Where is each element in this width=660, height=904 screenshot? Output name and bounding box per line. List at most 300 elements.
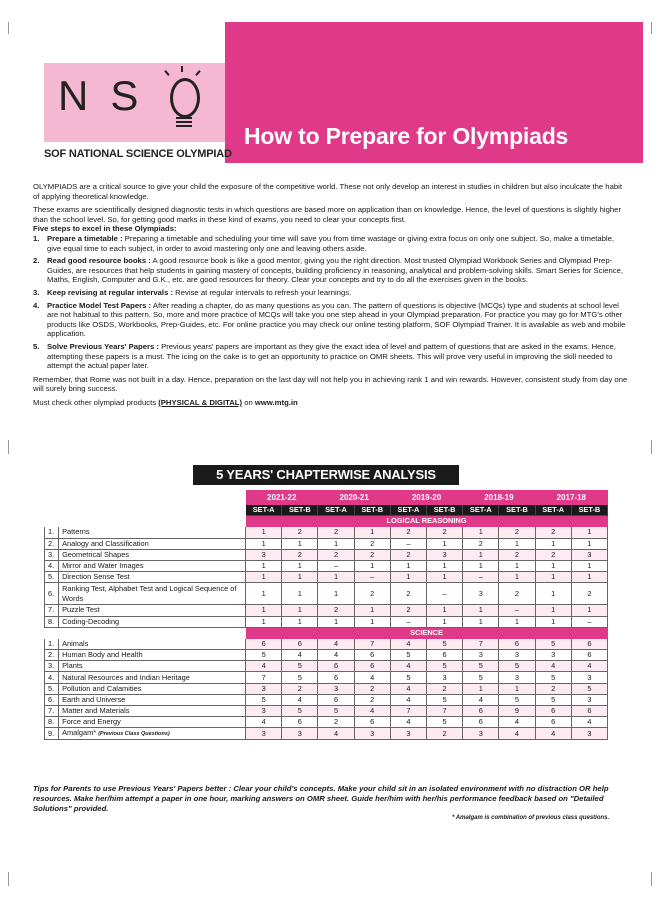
value-cell: 1 [282,583,318,605]
value-cell: 9 [499,706,535,717]
section-blank [45,627,59,638]
year-header: 2020-21 [318,491,390,505]
value-cell: 1 [499,572,535,583]
step-title: Practice Model Test Papers : [47,300,152,310]
value-cell: 7 [246,672,282,683]
value-cell: 2 [354,683,390,694]
parent-tips [33,784,629,813]
step-number: 2. [33,256,40,266]
value-cell: 1 [318,572,354,583]
year-header: 2021-22 [246,491,318,505]
steps-list [33,234,629,371]
table-row [45,728,608,740]
year-header: 2019-20 [390,491,462,505]
value-cell: 2 [390,549,426,560]
value-cell: 1 [246,538,282,549]
value-cell: 4 [246,717,282,728]
row-number: 6. [45,694,59,705]
set-header: SET-A [246,505,282,516]
topic-cell [59,572,246,583]
value-cell: 3 [571,728,607,740]
table-row [45,694,608,705]
set-header: SET-A [318,505,354,516]
value-cell: 5 [246,694,282,705]
value-cell: 3 [571,672,607,683]
row-number: 8. [45,616,59,627]
value-cell: 3 [571,694,607,705]
set-header: SET-B [282,505,318,516]
year-header-row [45,491,608,505]
value-cell: 3 [463,583,499,605]
value-cell: 2 [354,538,390,549]
year-header: 2017-18 [535,491,607,505]
products-line [33,398,629,408]
topic-cell [59,650,246,661]
value-cell: 1 [427,572,463,583]
value-cell: 1 [499,683,535,694]
value-cell: 2 [463,538,499,549]
value-cell: 1 [318,616,354,627]
value-cell: 5 [390,672,426,683]
table-row [45,560,608,571]
section-title: SCIENCE [246,627,608,638]
value-cell: 6 [318,694,354,705]
row-number: 4. [45,560,59,571]
topic-cell [59,538,246,549]
bulb-base-icon [176,117,192,129]
value-cell: 2 [282,549,318,560]
value-cell: 1 [354,560,390,571]
step-title: Prepare a timetable : [47,233,123,243]
value-cell: 5 [246,650,282,661]
value-cell: 1 [282,560,318,571]
row-number: 5. [45,572,59,583]
value-cell: 2 [282,683,318,694]
value-cell: 5 [427,717,463,728]
value-cell: 5 [535,694,571,705]
row-number: 3. [45,549,59,560]
value-cell: 1 [246,527,282,538]
value-cell: 5 [427,661,463,672]
step-text [47,301,629,339]
step-body: After reading a chapter, do as many questions as you can. The pattern of questions is objective (MCQs) type and students at school level are not habitual to this pattern. So, more and more practice of MCQs will take you one step ahead in your Olympiad preparation. For practice you may go for MTG's other products like OSDS, Workbooks, Prep-Guides, etc. For online practice you may check our online testing platform, SOF Olympiad Trainer. It is available as web and mobile application. [47,300,626,339]
value-cell: 1 [571,572,607,583]
topic-name: Pollution and Calamities [62,683,142,693]
step-item [33,234,629,253]
value-cell: 2 [499,527,535,538]
step-text [47,256,629,285]
value-cell: 3 [463,650,499,661]
value-cell: 1 [463,560,499,571]
page-title: How to Prepare for Olympiads [244,123,569,149]
value-cell: 6 [427,650,463,661]
row-number: 2. [45,650,59,661]
value-cell: 2 [390,605,426,616]
value-cell: 6 [463,717,499,728]
value-cell: 6 [571,650,607,661]
value-cell: 6 [354,650,390,661]
topic-name: Ranking Test, Alphabet Test and Logical Sequence of Words [62,583,237,603]
products-lead: Must check other olympiad products [33,397,159,407]
bulb-icon [170,78,200,118]
value-cell: – [427,583,463,605]
value-cell: 2 [427,527,463,538]
value-cell: 4 [390,683,426,694]
value-cell: 2 [318,549,354,560]
value-cell: 3 [390,728,426,740]
step-text [47,342,629,371]
row-number: 2. [45,538,59,549]
value-cell: 2 [354,694,390,705]
value-cell: 3 [318,683,354,694]
value-cell: 4 [499,728,535,740]
table-row [45,616,608,627]
value-cell: 3 [427,672,463,683]
crop-mark [8,22,9,34]
value-cell: 1 [427,616,463,627]
step-body: Previous years' papers are important as they give the exact idea of level and pattern of questions that are asked in the exams. Hence, attempting these papers is a must. The icing on the cake is to get an opportunity to practice on OMR sheets. This will prove very useful in improving the skill needed to attempt the actual paper later. [47,341,616,371]
year-header: 2018-19 [463,491,535,505]
value-cell: 2 [354,549,390,560]
value-cell: 1 [499,538,535,549]
value-cell: 2 [535,549,571,560]
steps-heading: Five steps to excel in these Olympiads: [33,224,177,234]
value-cell: 6 [571,706,607,717]
value-cell: 1 [571,538,607,549]
value-cell: 2 [499,549,535,560]
value-cell: 3 [499,650,535,661]
topic-name: Matter and Materials [62,706,130,716]
value-cell: 1 [427,560,463,571]
value-cell: 6 [535,717,571,728]
set-header-blank [45,505,246,516]
value-cell: 4 [282,650,318,661]
tips-lead: Tips for Parents to use Previous Years' Papers better : [33,784,232,793]
table-row [45,549,608,560]
section-blank [59,516,246,527]
value-cell: 2 [427,728,463,740]
row-number: 6. [45,583,59,605]
value-cell: 7 [427,706,463,717]
topic-name: Patterns [62,527,90,537]
topic-cell [59,605,246,616]
value-cell: 2 [499,583,535,605]
products-url-link[interactable]: www.mtg.in [254,397,298,407]
crop-mark [651,872,652,886]
topic-name: Earth and Universe [62,694,126,704]
value-cell: 2 [318,605,354,616]
value-cell: 4 [318,728,354,740]
topic-name: Human Body and Health [62,650,143,660]
analysis-table-wrap [44,490,608,740]
value-cell: 1 [463,616,499,627]
logo-subtitle: SOF NATIONAL SCIENCE OLYMPIAD [44,148,232,160]
value-cell: 3 [246,728,282,740]
value-cell: 1 [318,583,354,605]
set-header: SET-A [463,505,499,516]
value-cell: 5 [390,650,426,661]
row-number: 5. [45,683,59,694]
row-number: 4. [45,672,59,683]
topic-name: Geometrical Shapes [62,549,130,559]
table-row [45,638,608,649]
logo-letter-n: N [58,72,89,119]
row-number: 1. [45,638,59,649]
value-cell: 6 [463,706,499,717]
topic-name: Plants [62,661,83,671]
value-cell: 4 [390,694,426,705]
value-cell: 1 [499,616,535,627]
value-cell: 1 [282,572,318,583]
value-cell: 1 [246,560,282,571]
value-cell: 3 [463,728,499,740]
table-row [45,583,608,605]
value-cell: 4 [246,661,282,672]
value-cell: 1 [571,560,607,571]
step-item [33,342,629,371]
products-mid: on [242,397,255,407]
step-body: A good resource book is like a good mentor, giving you the right direction. Most trusted Olympiad Workbook Series and Olympiad Prep-Guides, are resources that help students in gaining mastery of concepts, building proficiency in reasoning, analytical and problem-solving skills. Smart Series for Science, Maths, English, Computer and G.K., etc. are good resources for theory. Clear your concepts and try to do all the exercises given in the books. [47,256,623,285]
analysis-banner: 5 YEARS' CHAPTERWISE ANALYSIS [193,465,459,485]
value-cell: 2 [427,683,463,694]
table-row [45,717,608,728]
table-row [45,650,608,661]
table-row [45,661,608,672]
value-cell: 4 [535,661,571,672]
topic-name: Amalgam* [62,728,97,738]
value-cell: 6 [282,717,318,728]
row-number: 8. [45,717,59,728]
value-cell: 1 [246,572,282,583]
value-cell: – [318,560,354,571]
value-cell: 5 [427,694,463,705]
value-cell: 5 [282,672,318,683]
row-number: 7. [45,706,59,717]
step-number: 4. [33,300,40,310]
value-cell: 2 [571,583,607,605]
value-cell: 1 [427,538,463,549]
section-title: LOGICAL REASONING [246,516,608,527]
value-cell: 2 [390,583,426,605]
table-row [45,538,608,549]
intro-paragraph: OLYMPIADS are a critical source to give your child the exposure of the competitive world. These not only develop an interest in studies in children but also inculcate the habit of applying theoretical knowledge. [33,182,622,201]
row-number: 3. [45,661,59,672]
section-header-row [45,627,608,638]
value-cell: 1 [499,560,535,571]
chapterwise-analysis-table [44,490,608,740]
section-blank [59,627,246,638]
set-header: SET-A [390,505,426,516]
value-cell: 3 [246,549,282,560]
value-cell: 4 [318,650,354,661]
table-row [45,706,608,717]
value-cell: 6 [282,638,318,649]
row-number: 7. [45,605,59,616]
table-row [45,683,608,694]
value-cell: 4 [354,706,390,717]
value-cell: 1 [390,572,426,583]
value-cell: – [390,538,426,549]
topic-cell [59,638,246,649]
value-cell: 4 [318,638,354,649]
section-blank [45,516,59,527]
topic-note: (Previous Class Questions) [98,731,170,738]
value-cell: 5 [463,661,499,672]
value-cell: 3 [499,672,535,683]
topic-name: Analogy and Classification [62,538,149,548]
topic-name: Puzzle Test [62,605,100,615]
intro-paragraph-text: These exams are scientifically designed diagnostic tests in which questions are based more on application than on knowledge. Hence, the level of questions is slightly higher than the school level. So, for getting good marks in these kind of exams, you need to clear your concepts first. [33,205,622,224]
row-number: 9. [45,728,59,740]
value-cell: 5 [535,672,571,683]
step-title: Keep revising at regular intervals : [47,287,174,297]
topic-cell [59,661,246,672]
value-cell: 6 [354,717,390,728]
value-cell: 6 [318,672,354,683]
year-header-blank [45,491,246,505]
table-body [45,516,608,740]
topic-cell [59,683,246,694]
step-title: Read good resource books : [47,256,151,266]
value-cell: 3 [246,706,282,717]
value-cell: 1 [282,538,318,549]
value-cell: 5 [571,683,607,694]
topic-cell [59,706,246,717]
section-header-row [45,516,608,527]
set-header-row [45,505,608,516]
value-cell: 1 [427,605,463,616]
value-cell: 1 [354,527,390,538]
value-cell: 1 [246,616,282,627]
value-cell: 6 [246,638,282,649]
value-cell: 5 [282,706,318,717]
logo-letter-s: S [110,72,139,119]
step-title: Solve Previous Years' Papers : [47,341,159,351]
value-cell: 4 [463,694,499,705]
step-number: 1. [33,233,40,243]
value-cell: 1 [535,616,571,627]
value-cell: 2 [282,527,318,538]
value-cell: 4 [354,672,390,683]
value-cell: 1 [354,616,390,627]
value-cell: 4 [390,717,426,728]
value-cell: 5 [499,694,535,705]
value-cell: 1 [571,605,607,616]
value-cell: 3 [571,549,607,560]
value-cell: 2 [318,527,354,538]
value-cell: – [354,572,390,583]
value-cell: 7 [390,706,426,717]
value-cell: 1 [354,605,390,616]
value-cell: 4 [499,717,535,728]
value-cell: 5 [427,638,463,649]
value-cell: 1 [282,605,318,616]
set-header: SET-B [499,505,535,516]
topic-name: Force and Energy [62,717,121,727]
value-cell: 1 [463,683,499,694]
value-cell: 5 [535,638,571,649]
step-item [33,301,629,339]
set-header: SET-B [571,505,607,516]
value-cell: 2 [390,527,426,538]
step-text [47,234,629,253]
value-cell: 2 [535,683,571,694]
set-header: SET-B [354,505,390,516]
value-cell: – [571,616,607,627]
value-cell: 6 [318,661,354,672]
value-cell: 2 [354,583,390,605]
crop-mark [8,872,9,886]
topic-cell [59,527,246,538]
closing-paragraph: Remember, that Rome was not built in a day. Hence, preparation on the last day will not help you in achieving rank 1 and win rewards. However, consistent study from day one will surely bring success. [33,374,628,394]
value-cell: 4 [390,661,426,672]
tips-text: Clear your child's concepts. Make your child sit in an isolated environment with no distraction OR help resources. Make her/him attempt a paper in one hour, marking answers on OMR sheet. Guide her/him with her/his performance feedback based on "Detailed Solutions" provided. [33,784,609,813]
value-cell: 4 [535,728,571,740]
topic-cell [59,560,246,571]
value-cell: 1 [535,583,571,605]
step-number: 5. [33,341,40,351]
value-cell: 2 [535,527,571,538]
value-cell: 1 [463,605,499,616]
step-body: Preparing a timetable and scheduling your time will save you from time wastage or giving extra focus on only one subject. So, make a timetable, give equal time to each subject, in order to avoid mastering only one and leaving others aside. [47,233,615,253]
topic-cell [59,616,246,627]
value-cell: 5 [282,661,318,672]
topic-cell [59,694,246,705]
table-row [45,527,608,538]
value-cell: 6 [499,638,535,649]
value-cell: 1 [535,538,571,549]
value-cell: 1 [246,605,282,616]
value-cell: 1 [463,527,499,538]
value-cell: 6 [354,661,390,672]
value-cell: 3 [427,549,463,560]
crop-mark [651,22,652,34]
value-cell: 5 [463,672,499,683]
set-header: SET-B [427,505,463,516]
topic-cell [59,672,246,683]
topic-name: Natural Resources and Indian Heritage [62,672,190,682]
topic-name: Coding-Decoding [62,616,120,626]
step-item [33,256,629,285]
topic-name: Animals [62,638,89,648]
crop-mark [651,440,652,454]
value-cell: 7 [354,638,390,649]
value-cell: 6 [571,638,607,649]
nso-logo [58,72,138,120]
set-header: SET-A [535,505,571,516]
value-cell: 4 [571,661,607,672]
value-cell: 6 [535,706,571,717]
value-cell: 3 [246,683,282,694]
value-cell: 1 [535,605,571,616]
topic-cell [59,549,246,560]
bulb-ray-icon [181,66,183,72]
products-bold: (PHYSICAL & DIGITAL) [158,397,243,407]
value-cell: 1 [571,527,607,538]
topic-name: Direction Sense Test [62,572,130,582]
step-body: Revise at regular intervals to refresh your learnings. [173,287,352,297]
value-cell: – [463,572,499,583]
value-cell: 1 [246,583,282,605]
intro-section [33,182,629,411]
value-cell: 1 [390,560,426,571]
value-cell: 4 [390,638,426,649]
topic-cell [59,583,246,605]
value-cell: 3 [282,728,318,740]
value-cell: 1 [463,549,499,560]
value-cell: 3 [535,650,571,661]
value-cell: 2 [318,717,354,728]
